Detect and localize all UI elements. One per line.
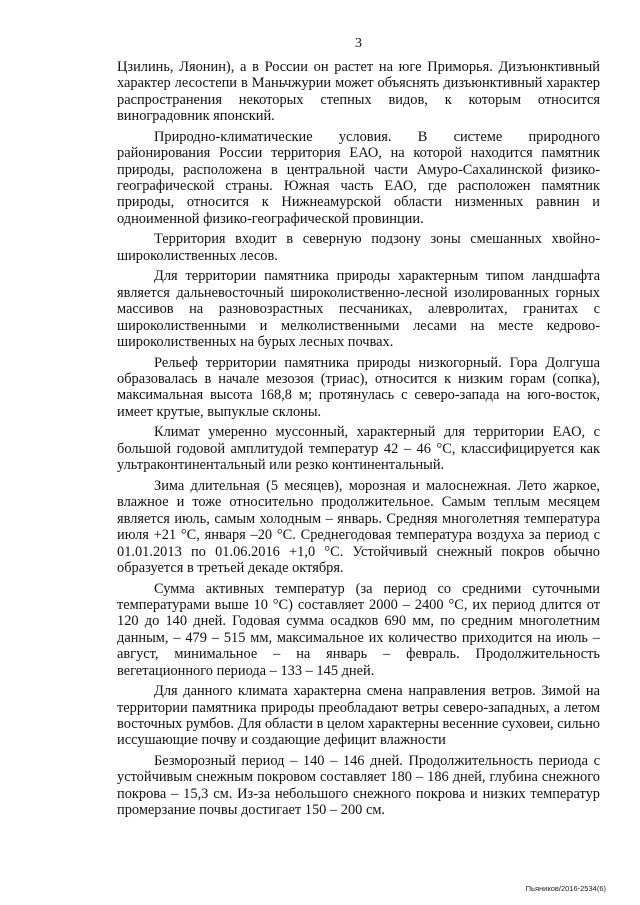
paragraph-continuation: Цзилинь, Ляонин), а в России он растет на юге Приморья. Дизъюнктивный характер лесостепи в Маньчжурии может объяснять дизъюнктивный характер распространения некоторых степных видов, к которым относится виноградовник японский. bbox=[117, 59, 600, 125]
paragraph-active-temperatures: Сумма активных температур (за период со средними суточными температурами выше 10 °С) составляет 2000 – 2400 °С, их период длится от 120 до 140 дней. Годовая сумма осадков 690 мм, по средним многолетним данным, – 479 – 515 мм, максимальное их количество приходится на июль – август, минимальное – на январь – февраль. Продолжительность вегетационного периода – 133 – 145 дней. bbox=[117, 580, 600, 679]
paragraph-climate: Климат умеренно муссонный, характерный для территории ЕАО, с большой годовой амплитудой температур 42 – 46 °С, классифицируется как ультраконтинентальный или резко континентальный. bbox=[117, 424, 600, 474]
paragraph-natural-conditions: Природно-климатические условия. В системе природного районирования России территория ЕАО, на которой находится памятник природы, расположена в центральной части Амуро-Сахалинской физико-географической страны. Южная часть ЕАО, где расположен памятник природы, относится к Нижнеамурской области низменных равнин и одноименной физико-географической провинции. bbox=[117, 128, 600, 227]
paragraph-winds: Для данного климата характерна смена направления ветров. Зимой на территории памятника природы преобладают ветры северо-западных, а летом восточных румбов. Для области в целом характерны весенние суховеи, сильно иссушающие почву и создающие дефицит влажности bbox=[117, 683, 600, 749]
paragraph-relief: Рельеф территории памятника природы низкогорный. Гора Долгуша образовалась в начале мезозоя (триас), относится к низким горам (сопка), максимальная высота 168,8 м; протянулась с северо-запада на юго-восток, имеет крутые, выпуклые склоны. bbox=[117, 354, 600, 420]
page-number: 3 bbox=[355, 36, 362, 51]
paragraph-frost-free: Безморозный период – 140 – 146 дней. Продолжительность периода с устойчивым снежным покровом составляет 180 – 186 дней, глубина снежного покрова – 15,3 см. Из-за небольшого снежного покрова и низких температур промерзание почвы достигает 150 – 200 см. bbox=[117, 752, 600, 819]
footer-document-code: Пьяников/2016-2534(6) bbox=[525, 884, 606, 893]
paragraph-forest-subzone: Территория входит в северную подзону зоны смешанных хвойно-широколиственных лесов. bbox=[117, 231, 600, 264]
paragraph-winter-summer: Зима длительная (5 месяцев), морозная и малоснежная. Лето жаркое, влажное и тоже относительно продолжительное. Самым теплым месяцем является июль, самым холодным – январь. Средняя многолетняя температура июля +21 °С, января –20 °С. Среднегодовая температура воздуха за период с 01.01.2013 по 01.06.2016 +1,0 °С. Устойчивый снежный покров обычно образуется в третьей декаде октября. bbox=[117, 477, 600, 576]
paragraph-landscape: Для территории памятника природы характерным типом ландшафта является дальневосточный широколиственно-лесной изолированных горных массивов на разновозрастных песчаниках, алевролитах, гранитах с широколиственными и мелколиственными лесами на месте кедрово-широколиственных на бурых лесных почвах. bbox=[117, 268, 600, 351]
